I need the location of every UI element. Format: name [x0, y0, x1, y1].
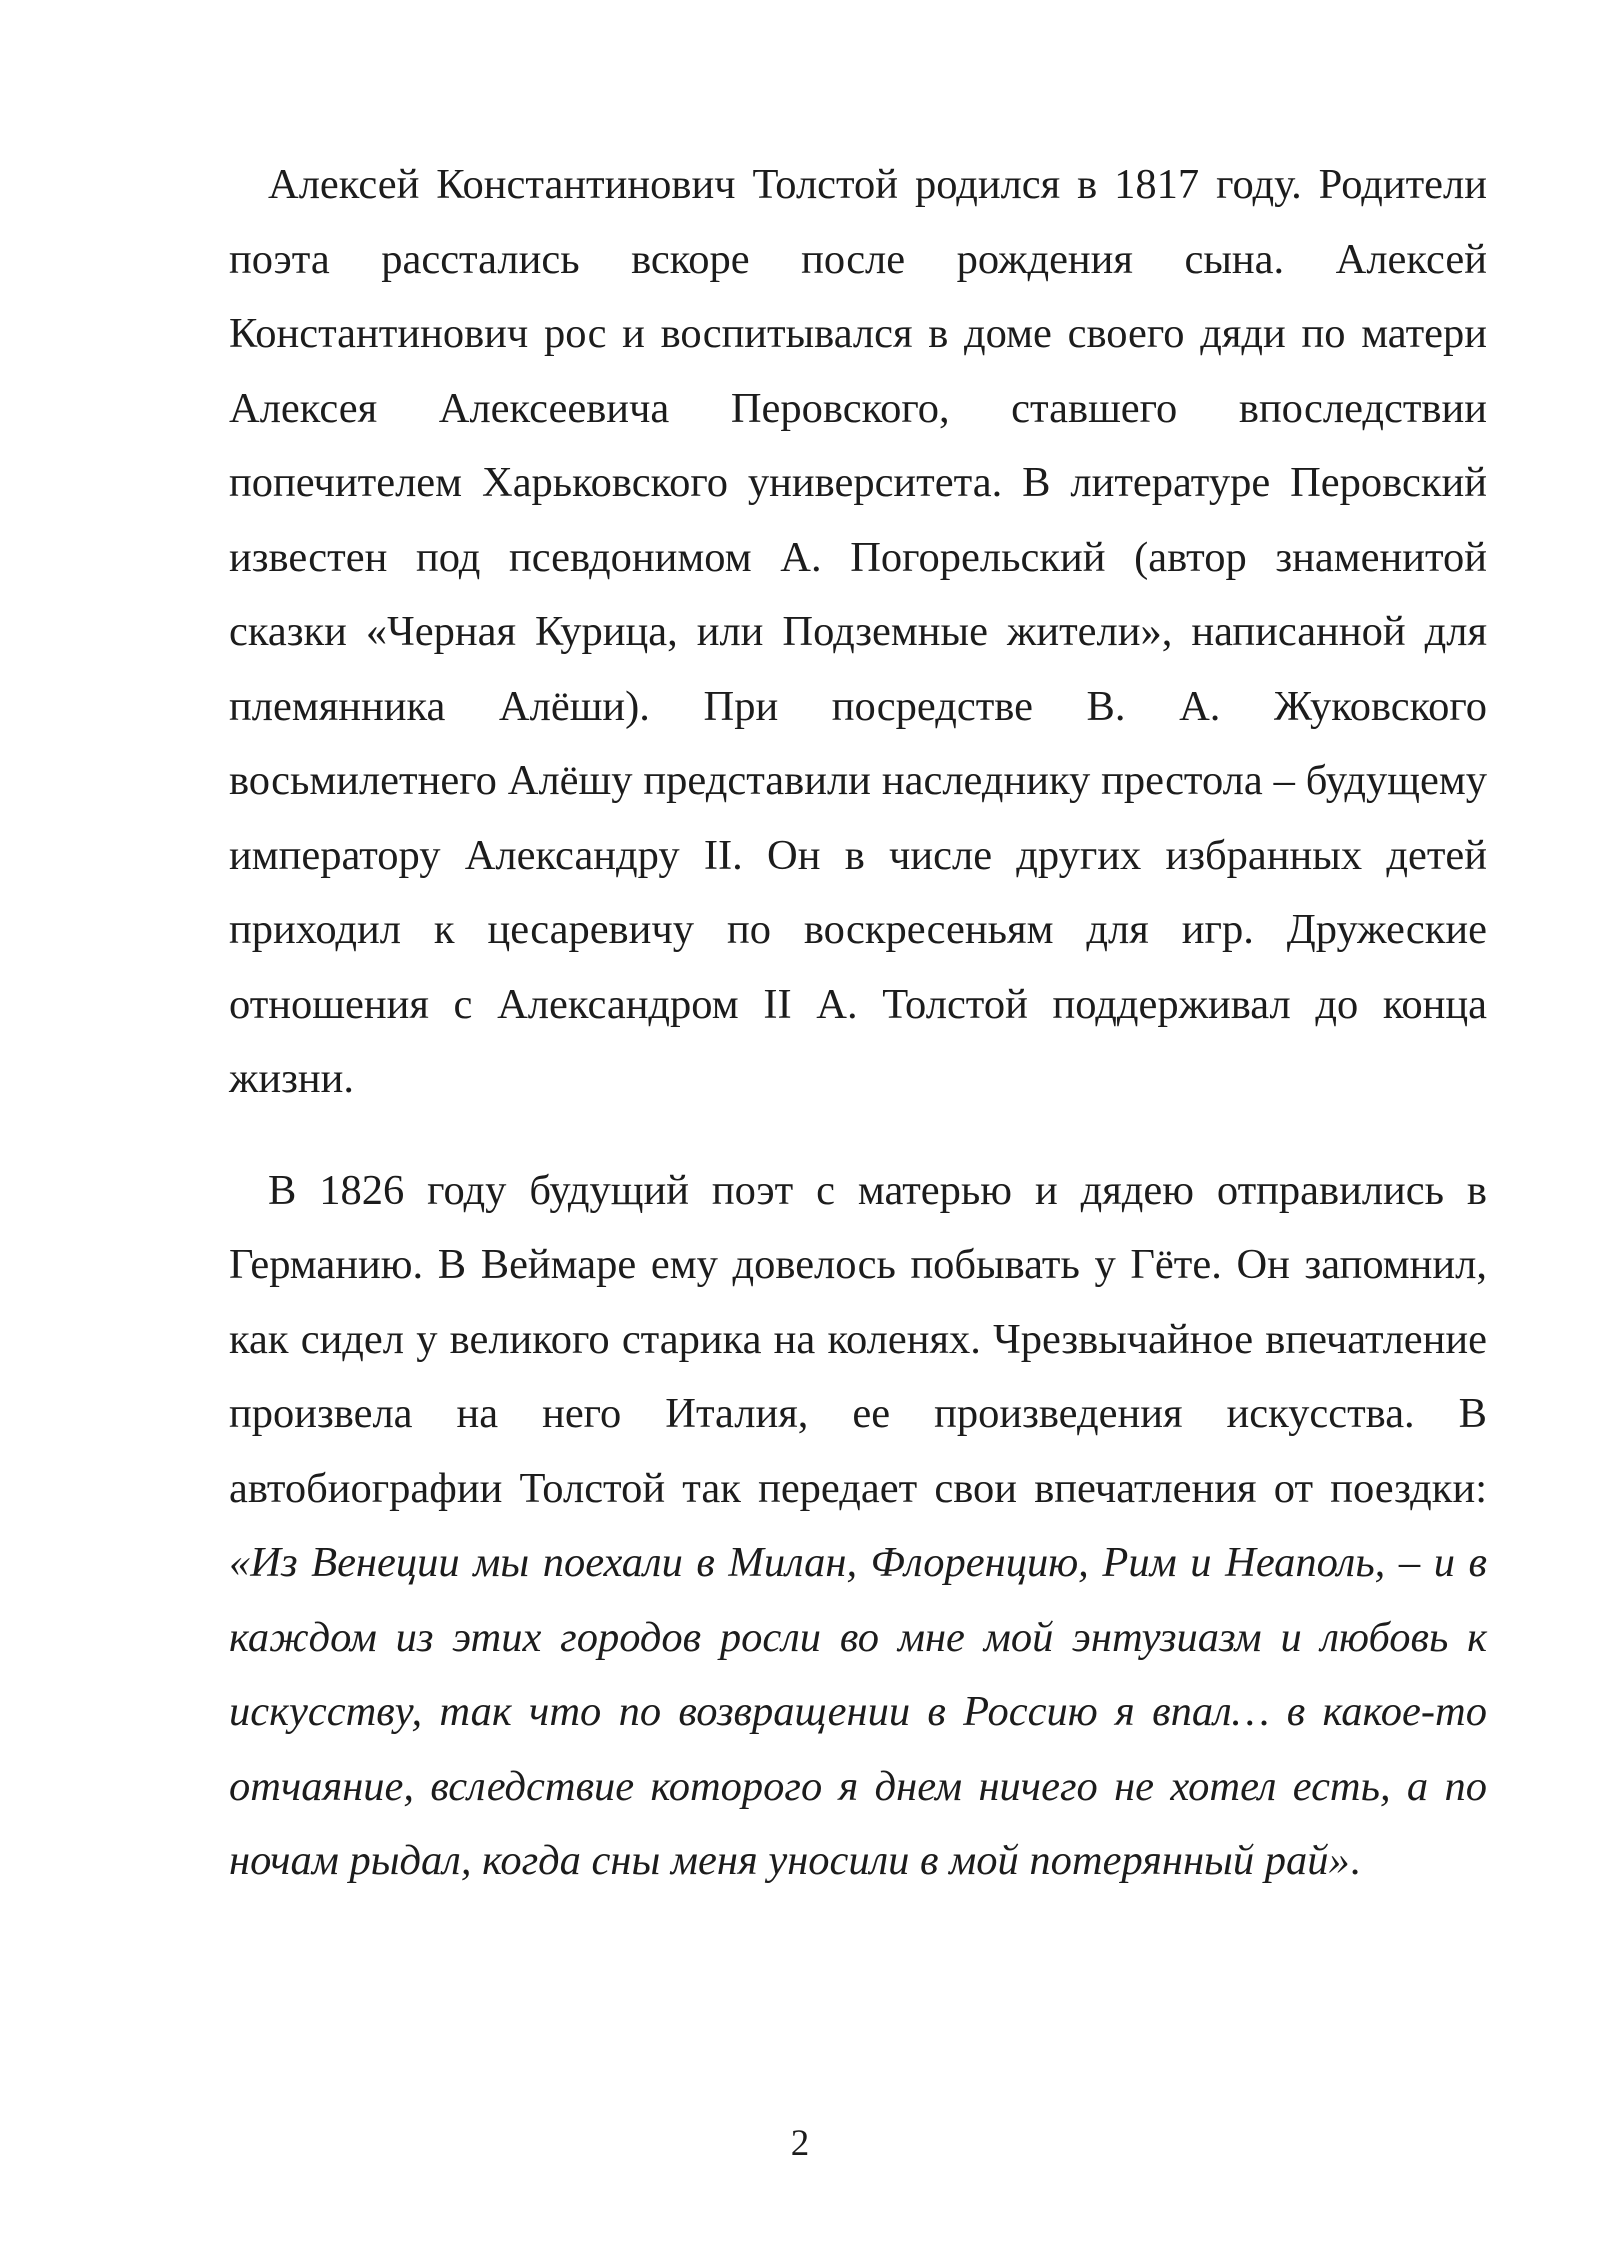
autobiography-quote: «Из Венеции мы поехали в Милан, Флоренцию, Рим и Неаполь, – и в каждом из этих городов росли во мне мой энтузиазм и любовь к искусству, так что по возвращении в Россию я впал… в какое-то отчаяние, вследствие которого я днем ничего не хотел есть, а по ночам рыдал, когда сны меня уносили в мой потерянный рай»	[229, 1539, 1487, 1884]
document-body	[229, 148, 1487, 1899]
paragraph-travel	[229, 1154, 1487, 1899]
page-number: 2	[790, 2123, 810, 2164]
paragraph-biography-text: Алексей Константинович Толстой родился в 1817 году. Родители поэта расстались вскоре после рождения сына. Алексей Константинович рос и воспитывался в доме своего дяди по матери Алексея Алексеевича Перовского, ставшего впоследствии попечителем Харьковского университета. В литературе Перовский известен под псевдонимом А. Погорельский (автор знаменитой сказки «Черная Курица, или Подземные жители», написанной для племянника Алёши). При посредстве В. А. Жуковского восьмилетнего Алёшу представили наследнику престола – будущему императору Александру II. Он в числе других избранных детей приходил к цесаревичу по воскресеньям для игр. Дружеские отношения с Александром II А. Толстой поддерживал до конца жизни.	[229, 161, 1487, 1102]
paragraph-travel-tail: .	[1349, 1837, 1361, 1884]
paragraph-biography	[229, 148, 1487, 1117]
paragraph-travel-text: В 1826 году будущий поэт с матерью и дядею отправились в Германию. В Веймаре ему довелось побывать у Гёте. Он запомнил, как сидел у великого старика на коленях. Чрезвычайное впечатление произвела на него Италия, ее произведения искусства. В автобиографии Толстой так передает свои впечатления от поездки:	[229, 1166, 1487, 1512]
